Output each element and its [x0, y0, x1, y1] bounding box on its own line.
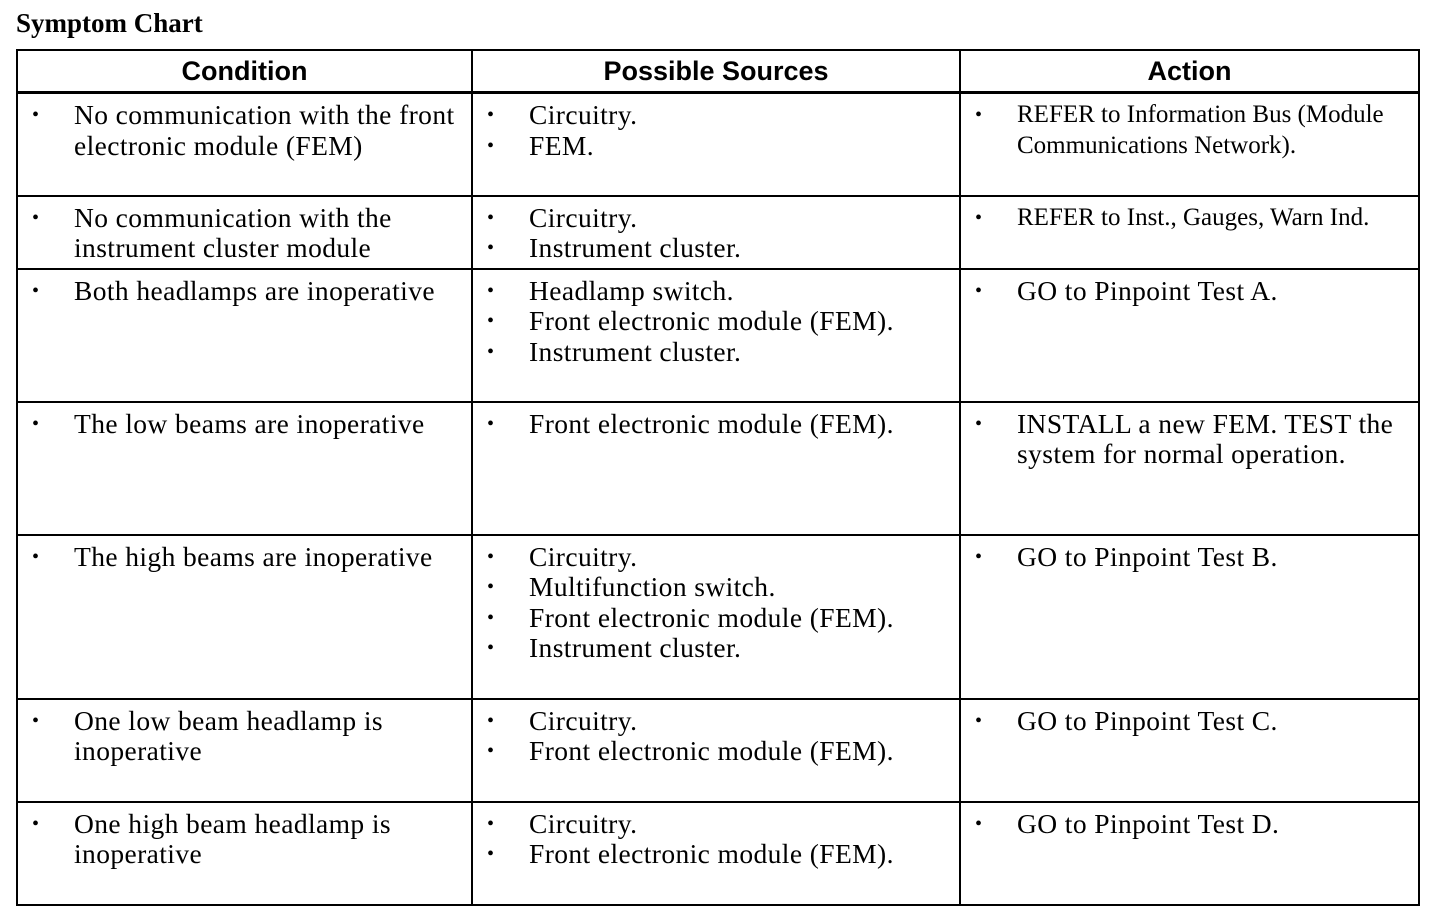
list-item: [961, 203, 1418, 234]
action-cell: [960, 699, 1419, 802]
list-item-text: The high beams are inoperative: [74, 540, 433, 572]
bullet-icon: •: [487, 843, 495, 866]
bullet-icon: •: [487, 206, 495, 229]
list-item: [18, 706, 471, 767]
list-item: [473, 203, 959, 234]
bullet-icon: •: [487, 310, 495, 333]
list-item: [961, 706, 1418, 737]
condition-cell: [17, 269, 472, 402]
bullet-icon: •: [32, 206, 40, 229]
list-item-text: Instrument cluster.: [529, 632, 742, 664]
bullet-list: [961, 706, 1418, 737]
list-item: [961, 100, 1418, 161]
bullet-icon: •: [975, 104, 983, 126]
list-item: [473, 306, 959, 337]
bullet-icon: •: [487, 340, 495, 363]
bullet-icon: •: [487, 412, 495, 435]
list-item: [18, 100, 471, 161]
list-item-text: Circuitry.: [529, 201, 638, 233]
bullet-icon: •: [487, 812, 495, 835]
list-item: [473, 542, 959, 573]
possible-sources-cell: [472, 699, 960, 802]
list-item-text: Circuitry.: [529, 807, 638, 839]
condition-cell: [17, 699, 472, 802]
condition-cell: [17, 802, 472, 905]
bullet-list: [473, 100, 959, 161]
bullet-icon: •: [975, 279, 983, 302]
list-item: [473, 337, 959, 368]
bullet-icon: •: [487, 104, 495, 126]
condition-cell: [17, 535, 472, 699]
bullet-list: [18, 100, 471, 161]
list-item-text: GO to Pinpoint Test A.: [1017, 274, 1278, 306]
list-item: [473, 233, 959, 264]
bullet-icon: •: [32, 709, 40, 732]
list-item: [961, 276, 1418, 307]
table-row: [17, 535, 1419, 699]
bullet-icon: •: [487, 134, 495, 157]
list-item: [961, 409, 1418, 470]
bullet-list: [473, 203, 959, 264]
list-item: [473, 839, 959, 870]
list-item-text: One high beam headlamp is inoperative: [74, 807, 391, 870]
table-body: [17, 93, 1419, 905]
bullet-list: [473, 706, 959, 767]
list-item: [473, 706, 959, 737]
list-item-text: Front electronic module (FEM).: [529, 305, 894, 337]
bullet-icon: •: [975, 206, 983, 229]
list-item-text: No communication with the front electronic module (FEM): [74, 99, 455, 161]
list-item: [473, 633, 959, 664]
list-item-text: Front electronic module (FEM).: [529, 407, 894, 439]
possible-sources-cell: [472, 93, 960, 196]
list-item-text: Both headlamps are inoperative: [74, 274, 435, 306]
list-item-text: Headlamp switch.: [529, 274, 734, 306]
bullet-list: [961, 276, 1418, 307]
bullet-list: [18, 203, 471, 264]
table-row: [17, 699, 1419, 802]
list-item-text: Circuitry.: [529, 99, 638, 130]
list-item: [473, 809, 959, 840]
bullet-icon: •: [487, 606, 495, 629]
list-item-text: The low beams are inoperative: [74, 407, 425, 439]
bullet-list: [961, 809, 1418, 840]
list-item: [961, 809, 1418, 840]
list-item: [473, 276, 959, 307]
list-item-text: Front electronic module (FEM).: [529, 735, 894, 767]
list-item: [473, 736, 959, 767]
table-row: [17, 402, 1419, 535]
bullet-icon: •: [32, 279, 40, 302]
bullet-icon: •: [32, 545, 40, 568]
bullet-list: [473, 809, 959, 870]
condition-cell: [17, 402, 472, 535]
list-item-text: GO to Pinpoint Test D.: [1017, 807, 1280, 839]
table-row: [17, 269, 1419, 402]
list-item-text: Instrument cluster.: [529, 335, 742, 367]
condition-cell: [17, 196, 472, 269]
list-item-text: INSTALL a new FEM. TEST the system for normal operation.: [1017, 407, 1394, 470]
bullet-list: [18, 542, 471, 573]
bullet-icon: •: [487, 740, 495, 763]
bullet-icon: •: [487, 709, 495, 732]
list-item-text: REFER to Inst., Gauges, Warn Ind.: [1017, 203, 1370, 231]
column-header-possible-sources: Possible Sources: [472, 50, 960, 93]
list-item: [473, 100, 959, 131]
action-cell: [960, 802, 1419, 905]
bullet-list: [18, 706, 471, 767]
bullet-list: [473, 276, 959, 368]
bullet-icon: •: [975, 812, 983, 835]
condition-cell: [17, 93, 472, 196]
list-item: [473, 409, 959, 440]
possible-sources-cell: [472, 402, 960, 535]
list-item: [473, 603, 959, 634]
list-item-text: Multifunction switch.: [529, 571, 776, 603]
list-item: [473, 131, 959, 162]
bullet-icon: •: [975, 412, 983, 435]
symptom-table: [16, 49, 1420, 906]
list-item-text: REFER to Information Bus (Module Communications Network).: [1017, 101, 1384, 159]
list-item: [961, 542, 1418, 573]
bullet-list: [18, 809, 471, 870]
action-cell: [960, 196, 1419, 269]
list-item: [18, 809, 471, 870]
list-item-text: Instrument cluster.: [529, 232, 742, 264]
list-item-text: Front electronic module (FEM).: [529, 838, 894, 870]
possible-sources-cell: [472, 196, 960, 269]
bullet-list: [18, 276, 471, 307]
list-item: [18, 542, 471, 573]
bullet-icon: •: [487, 637, 495, 660]
list-item-text: Circuitry.: [529, 704, 638, 736]
list-item-text: Front electronic module (FEM).: [529, 601, 894, 633]
action-cell: [960, 93, 1419, 196]
header-row: [17, 50, 1419, 93]
bullet-icon: •: [32, 812, 40, 835]
list-item-text: GO to Pinpoint Test B.: [1017, 540, 1278, 572]
list-item: [473, 572, 959, 603]
possible-sources-cell: [472, 269, 960, 402]
page-title: Symptom Chart: [16, 8, 203, 38]
bullet-icon: •: [975, 709, 983, 732]
bullet-list: [961, 409, 1418, 470]
action-cell: [960, 269, 1419, 402]
list-item: [18, 203, 471, 264]
bullet-list: [961, 203, 1418, 234]
list-item-text: No communication with the instrument cluster module: [74, 201, 392, 264]
action-cell: [960, 535, 1419, 699]
possible-sources-cell: [472, 802, 960, 905]
bullet-icon: •: [487, 576, 495, 599]
bullet-list: [18, 409, 471, 440]
bullet-list: [473, 409, 959, 440]
list-item: [18, 409, 471, 440]
action-cell: [960, 402, 1419, 535]
table-row: [17, 196, 1419, 269]
bullet-icon: •: [32, 412, 40, 435]
list-item: [18, 276, 471, 307]
bullet-icon: •: [975, 545, 983, 568]
list-item-text: Circuitry.: [529, 540, 638, 572]
bullet-icon: •: [487, 237, 495, 260]
list-item-text: FEM.: [529, 129, 595, 161]
list-item-text: GO to Pinpoint Test C.: [1017, 704, 1278, 736]
list-item-text: One low beam headlamp is inoperative: [74, 704, 383, 767]
bullet-list: [473, 542, 959, 664]
possible-sources-cell: [472, 535, 960, 699]
bullet-list: [961, 542, 1418, 573]
bullet-icon: •: [32, 104, 40, 126]
table-row: [17, 93, 1419, 196]
column-header-action: Action: [960, 50, 1419, 93]
bullet-list: [961, 100, 1418, 161]
column-header-condition: Condition: [17, 50, 472, 93]
table-row: [17, 802, 1419, 905]
bullet-icon: •: [487, 545, 495, 568]
bullet-icon: •: [487, 279, 495, 302]
